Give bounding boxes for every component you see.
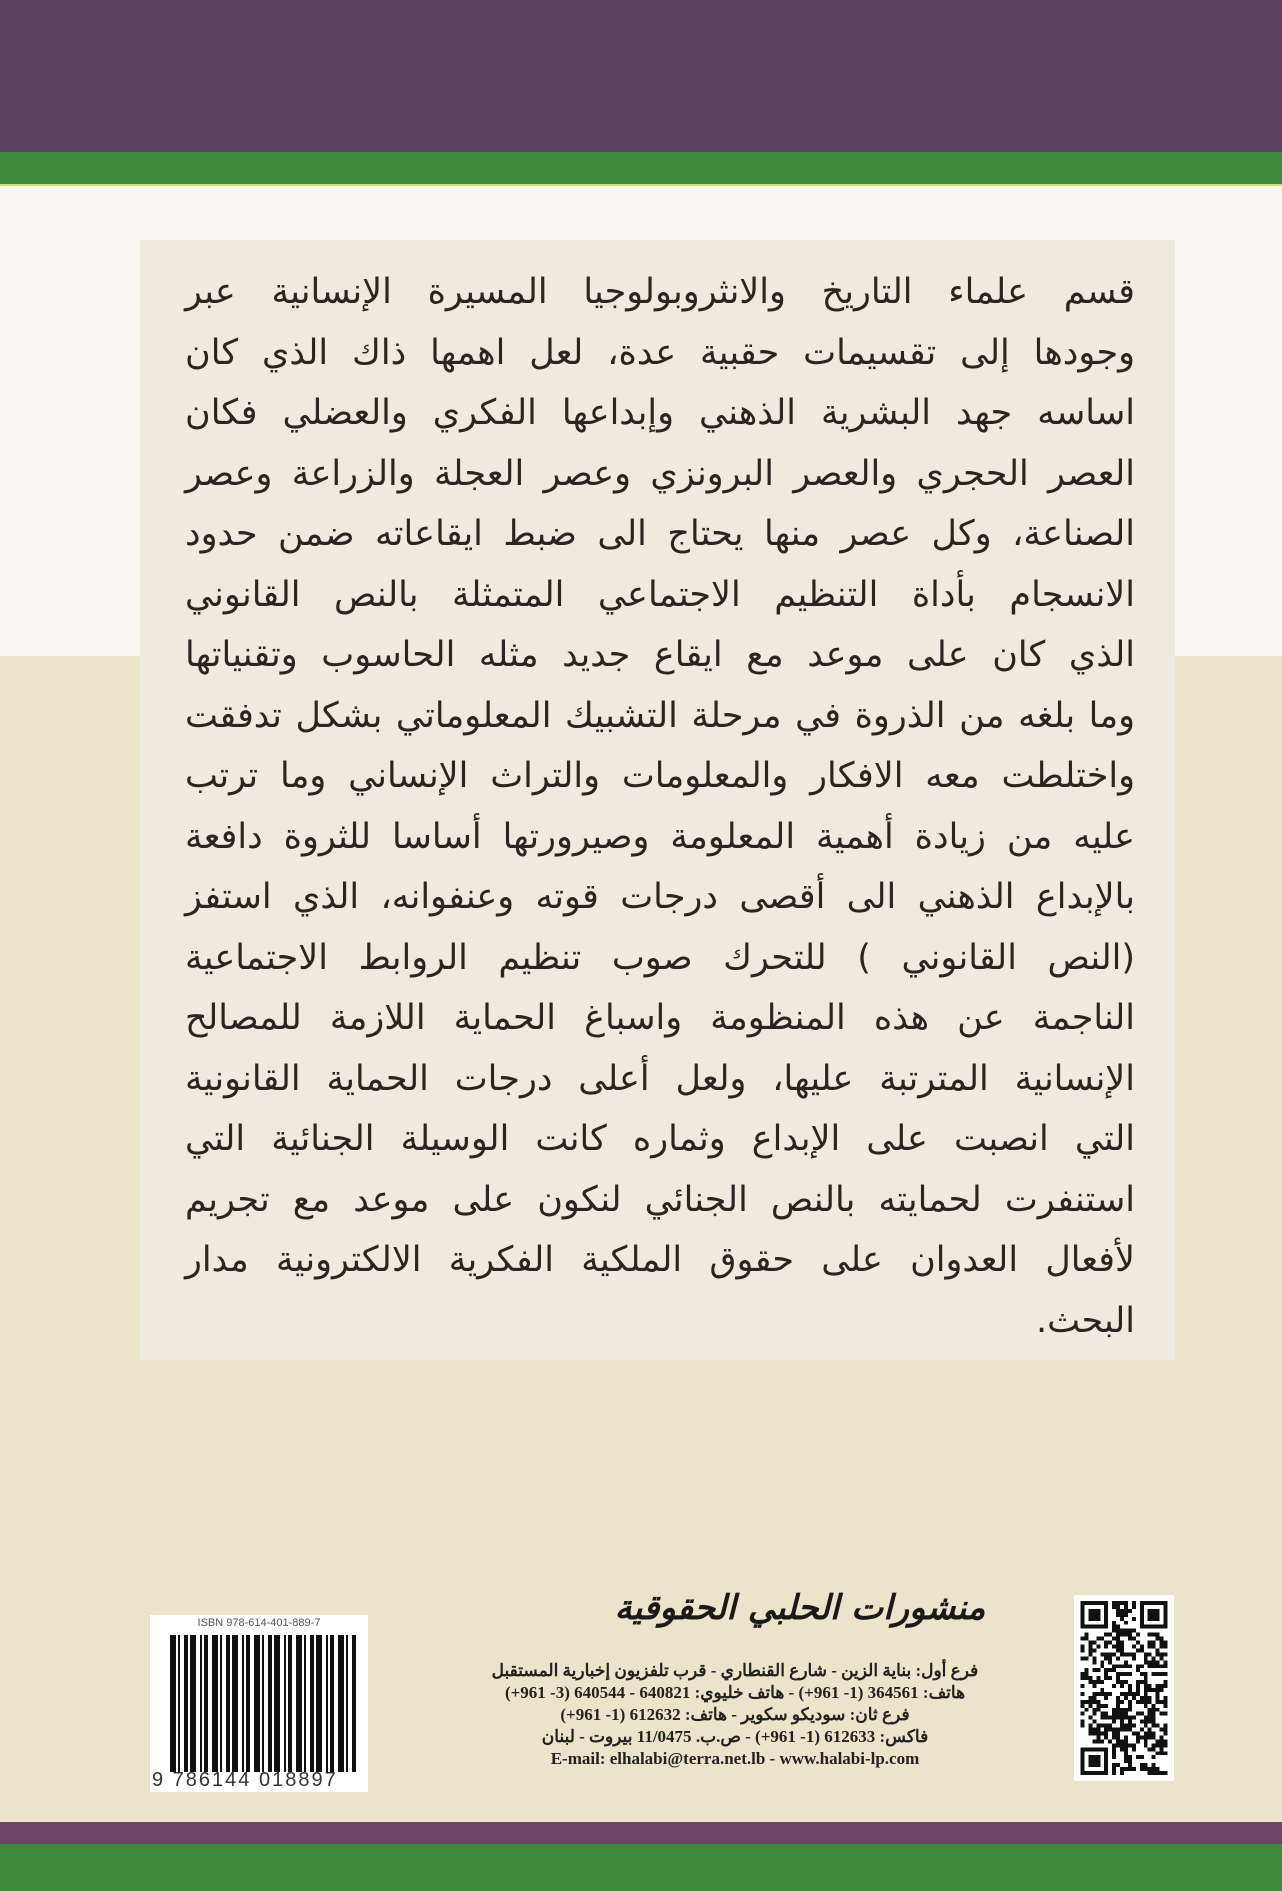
blurb-line: واختلطت معه الافكار والمعلومات والتراث الإنساني وما ترتب <box>185 756 1135 796</box>
blurb-line: لأفعال العدوان على حقوق الملكية الفكرية الالكترونية مدار <box>185 1240 1135 1280</box>
blurb-line: وجودها إلى تقسيمات حقبية عدة، لعل اهمها ذاك الذي كان <box>185 332 1135 373</box>
address-line: فرع ثان: سوديكو سكوير - هاتف: 612632 (1- 961+) <box>560 1705 910 1724</box>
blurb-line: وما بلغه من الذروة في مرحلة التشبيك المعلوماتي بشكل تدفقت <box>185 695 1135 736</box>
address-line: فرع أول: بناية الزين - شارع القنطاري - قرب تلفزيون إخبارية المستقبل <box>491 1661 979 1680</box>
top-green-band <box>0 152 1282 186</box>
email-line: E-mail: elhalabi@terra.net.lb - www.halabi-lp.com <box>550 1749 920 1768</box>
publisher-logo: منشورات الحلبي الحقوقية <box>614 1588 986 1628</box>
blurb-line: عليه من زيادة أهمية المعلومة وصيرورتها أساسا للثروة دافعة <box>185 816 1135 857</box>
top-purple-band <box>0 0 1282 152</box>
address-line: هاتف: 364561 (1- 961+) - هاتف خليوي: 640821 - 640544 (3- 961+) <box>504 1683 966 1702</box>
blurb-line: اساسه جهد البشرية الذهني وإبداعها الفكري والعضلي فكان <box>185 393 1135 433</box>
bottom-purple-band <box>0 1822 1282 1844</box>
blurb-line: استنفرت لحمايته بالنص الجنائي لنكون على موعد مع تجريم <box>185 1179 1135 1220</box>
publisher-address <box>420 1660 1050 1770</box>
blurb-line: الصناعة، وكل عصر منها يحتاج الى ضبط ايقاعاته ضمن حدود <box>185 514 1135 554</box>
barcode-digits: 9 786144 018897 <box>152 1769 338 1791</box>
blurb-line: قسم علماء التاريخ والانثروبولوجيا المسيرة الإنسانية عبر <box>185 272 1135 312</box>
bottom-green-band <box>0 1844 1282 1891</box>
address-line: فاكس: 612633 (1- 961+) - ص.ب. 11/0475 بيروت - لبنان <box>541 1727 929 1746</box>
qr-code <box>1074 1595 1174 1781</box>
blurb-line: الإنسانية المترتبة عليها، ولعل أعلى درجات الحماية القانونية <box>185 1058 1135 1099</box>
isbn-barcode <box>150 1615 368 1792</box>
barcode-bars-icon <box>170 1635 360 1772</box>
qr-code-icon <box>1080 1601 1168 1775</box>
blurb-line: (النص القانوني ) للتحرك صوب تنظيم الروابط الاجتماعية <box>185 937 1135 978</box>
blurb-line: الانسجام بأداة التنظيم الاجتماعي المتمثلة بالنص القانوني <box>185 574 1135 615</box>
blurb-line: الذي كان على موعد مع ايقاع جديد مثله الحاسوب وتقنياتها <box>185 635 1135 675</box>
blurb-line: التي انصبت على الإبداع وثماره كانت الوسيلة الجنائية التي <box>185 1119 1135 1159</box>
isbn-number: ISBN 978-614-401-889-7 <box>197 1617 321 1629</box>
blurb-text <box>185 262 1135 1351</box>
blurb-line: بالإبداع الذهني الى أقصى درجات قوته وعنفوانه، الذي استفز <box>185 877 1135 917</box>
blurb-line: البحث. <box>1035 1300 1135 1341</box>
blurb-line: الناجمة عن هذه المنظومة واسباغ الحماية اللازمة للمصالح <box>185 998 1135 1038</box>
blurb-line: العصر الحجري والعصر البرونزي وعصر العجلة والزراعة وعصر <box>185 453 1135 494</box>
